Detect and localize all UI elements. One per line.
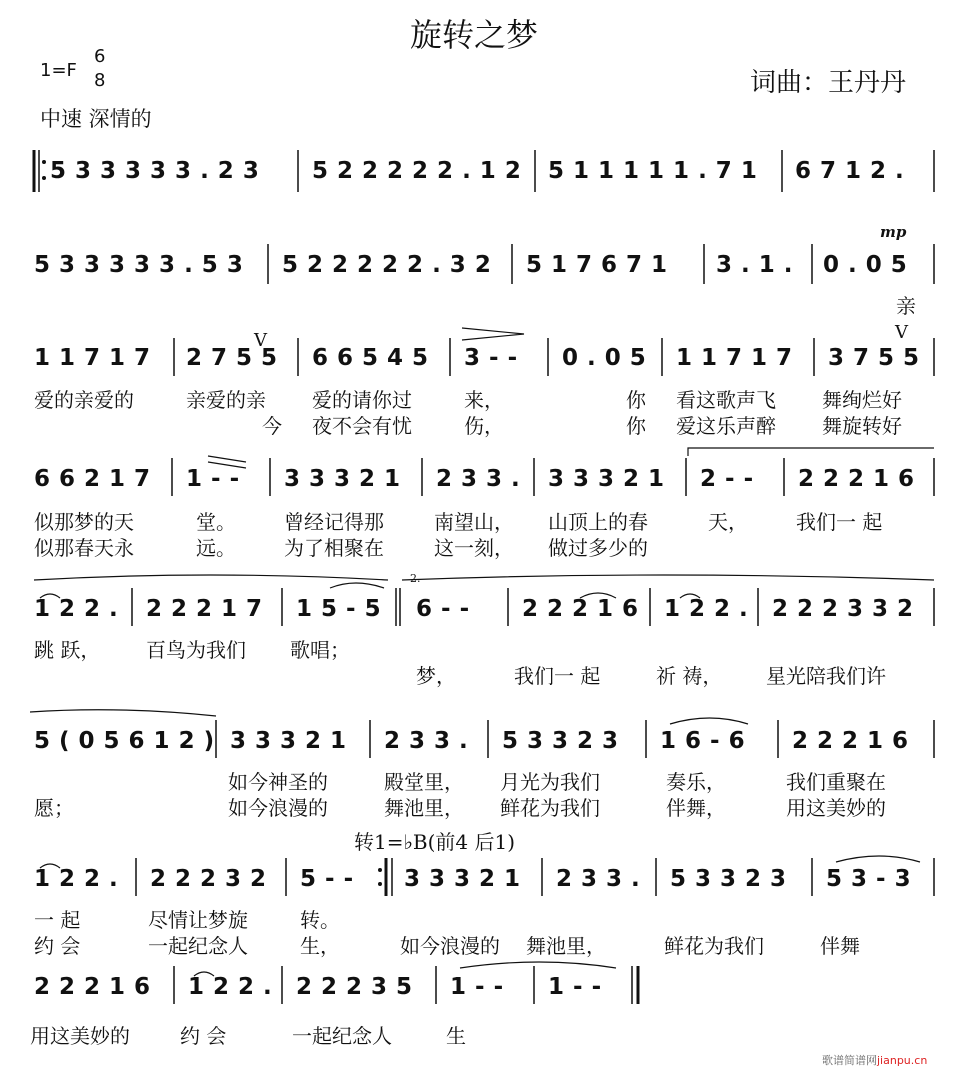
song-title: 旋转之梦 (410, 16, 539, 54)
lyric: 亲 (896, 294, 916, 318)
measure: 1 2 2 . (664, 596, 749, 622)
measure: 2 2 2 1 6 (798, 466, 915, 492)
measure: 1 - - (450, 974, 504, 1000)
tempo-marking: 中速 深情的 (40, 107, 152, 131)
lyric: 约 会 (180, 1024, 227, 1048)
measure: 3 3 3 2 1 (404, 866, 521, 892)
ties-and-brackets (30, 328, 934, 976)
measure: 1 1 7 1 7 (34, 345, 151, 371)
lyric: 百鸟为我们 (146, 638, 246, 662)
watermark-site: 歌谱简谱网 (822, 1054, 877, 1067)
lyric: 舞池里， (526, 934, 606, 958)
measure: 2 2 2 1 6 (792, 728, 909, 754)
breath-mark: V (254, 330, 267, 351)
lyric: 舞旋转好 (822, 414, 902, 438)
measure: 5 2 2 2 2 2 . 3 2 (282, 252, 492, 278)
lyric: 转。 (300, 908, 340, 932)
lyric: 一起纪念人 (292, 1024, 392, 1048)
lyric: 愿； (34, 796, 74, 820)
lyric: 我们重聚在 (786, 770, 886, 794)
lyric: 如今神圣的 (228, 770, 328, 794)
lyric: 爱的亲爱的 (34, 388, 134, 412)
measure: 5 2 2 2 2 2 . 1 2 (312, 158, 522, 184)
measure: 3 - - (464, 345, 518, 371)
lyric: 跳 跃， (34, 638, 101, 662)
measure: 6 - - (416, 596, 470, 622)
watermark-domain: jianpu.cn (877, 1054, 928, 1067)
lyric: 一起纪念人 (148, 934, 248, 958)
measure: 3 3 3 2 1 (548, 466, 665, 492)
key-signature: 1=F (40, 60, 77, 81)
lyric: 似那梦的天 (34, 510, 134, 534)
lyric: 我们一 起 (514, 664, 601, 688)
lyric: 天， (708, 510, 748, 534)
measure: 2 7 5 5 (186, 345, 278, 371)
lyric: 用这美妙的 (30, 1024, 130, 1048)
measure: 6 7 1 2 . (795, 158, 905, 184)
measure: 5 3 3 2 3 (502, 728, 619, 754)
measure: 6 6 5 4 5 (312, 345, 429, 371)
key-change-marking: 转1=♭B(前4 后1) (354, 830, 516, 854)
measure: 5 - - (300, 866, 354, 892)
measure: 2 2 2 1 6 (522, 596, 639, 622)
lyric: 夜不会有忧 (312, 414, 412, 438)
measure: 2 - - (700, 466, 754, 492)
lyric: 舞池里， (384, 796, 464, 820)
measure: 2 3 3 . (384, 728, 469, 754)
measure: 0 . 0 5 (823, 252, 908, 278)
measure: 2 2 2 3 5 (296, 974, 413, 1000)
measure: 2 2 2 1 6 (34, 974, 151, 1000)
lyric: 用这美妙的 (786, 796, 886, 820)
measure: 5 3 3 3 3 3 . 5 3 (34, 252, 244, 278)
lyric: 来， (464, 388, 504, 412)
measure: 2 3 3 . (556, 866, 641, 892)
lyric: 堂。 (196, 510, 236, 534)
measure: 1 - - (548, 974, 602, 1000)
lyric: 山顶上的春 (548, 510, 648, 534)
measure: 1 - - (186, 466, 240, 492)
measure: 1 2 2 . (188, 974, 273, 1000)
measure: 5 1 7 6 7 1 (526, 252, 668, 278)
breath-mark: V (895, 322, 908, 343)
repeat-dots (42, 160, 382, 886)
lyric: 爱的请你过 (312, 388, 412, 412)
lyric: 生 (446, 1024, 466, 1048)
measure: 5 3 - 3 (826, 866, 912, 892)
lyric: 伴舞， (666, 796, 726, 820)
time-signature-bottom: 8 (94, 70, 106, 91)
measure: 1 2 2 . (34, 596, 119, 622)
lyric: 亲爱的亲 (186, 388, 266, 412)
measure: 5 3 3 2 3 (670, 866, 787, 892)
measure: 5 3 3 3 3 3 . 2 3 (50, 158, 260, 184)
measure: 1 1 7 1 7 (676, 345, 793, 371)
lyric: 爱这乐声醉 (676, 414, 776, 438)
measure: 5 1 1 1 1 1 . 7 1 (548, 158, 758, 184)
lyric: 伴舞 (820, 934, 860, 958)
lyric: 似那春天永 (34, 536, 134, 560)
lyric: 鲜花为我们 (500, 796, 600, 820)
lyric: 今 (262, 414, 282, 438)
lyric: 做过多少的 (548, 536, 648, 560)
measure: 6 6 2 1 7 (34, 466, 151, 492)
lyric: 我们一 起 (796, 510, 883, 534)
measure: 3 7 5 5 (828, 345, 920, 371)
lyric: 约 会 (34, 934, 81, 958)
measure: 3 . 1 . (716, 252, 794, 278)
lyric: 南望山， (434, 510, 514, 534)
lyric: 曾经记得那 (284, 510, 384, 534)
lyric: 如今浪漫的 (228, 796, 328, 820)
lyric: 月光为我们 (500, 770, 600, 794)
lyric: 祈 祷， (656, 664, 723, 688)
measure: 2 3 3 . (436, 466, 521, 492)
lyric: 鲜花为我们 (664, 934, 764, 958)
dynamic-mp: mp (880, 223, 907, 241)
lyric: 为了相聚在 (284, 536, 384, 560)
measure: 2 2 2 1 7 (146, 596, 263, 622)
lyric: 歌唱； (290, 638, 350, 662)
measure: 5 ( 0 5 6 1 2 ) (34, 728, 215, 754)
measure: 1 2 2 . (34, 866, 119, 892)
lyric: 这一刻， (434, 536, 514, 560)
lyric: 如今浪漫的 (400, 934, 500, 958)
lyric: 舞绚烂好 (822, 388, 902, 412)
measure: 0 . 0 5 (562, 345, 647, 371)
measure: 2 2 2 3 2 (150, 866, 267, 892)
measure: 2 2 2 3 3 2 (772, 596, 914, 622)
lyric: 伤， (464, 414, 504, 438)
lyric: 尽情让梦旋 (148, 908, 248, 932)
lyric: 你 (626, 414, 646, 438)
lyric: 一 起 (34, 908, 81, 932)
lyric: 生， (300, 934, 340, 958)
volta-ending-2: 2. (410, 572, 421, 585)
measure: 3 3 3 2 1 (230, 728, 347, 754)
measure: 1 6 - 6 (660, 728, 746, 754)
lyric: 你 (626, 388, 646, 412)
lyric: 奏乐， (666, 770, 726, 794)
measure: 3 3 3 2 1 (284, 466, 401, 492)
time-signature-top: 6 (94, 46, 106, 67)
lyric: 远。 (196, 536, 236, 560)
lyric: 星光陪我们许 (766, 664, 886, 688)
lyric: 殿堂里， (384, 770, 464, 794)
composer-credit: 词曲：王丹丹 (750, 68, 907, 98)
lyric: 梦， (416, 664, 456, 688)
lyric: 看这歌声飞 (676, 388, 776, 412)
measure: 1 5 - 5 (296, 596, 382, 622)
